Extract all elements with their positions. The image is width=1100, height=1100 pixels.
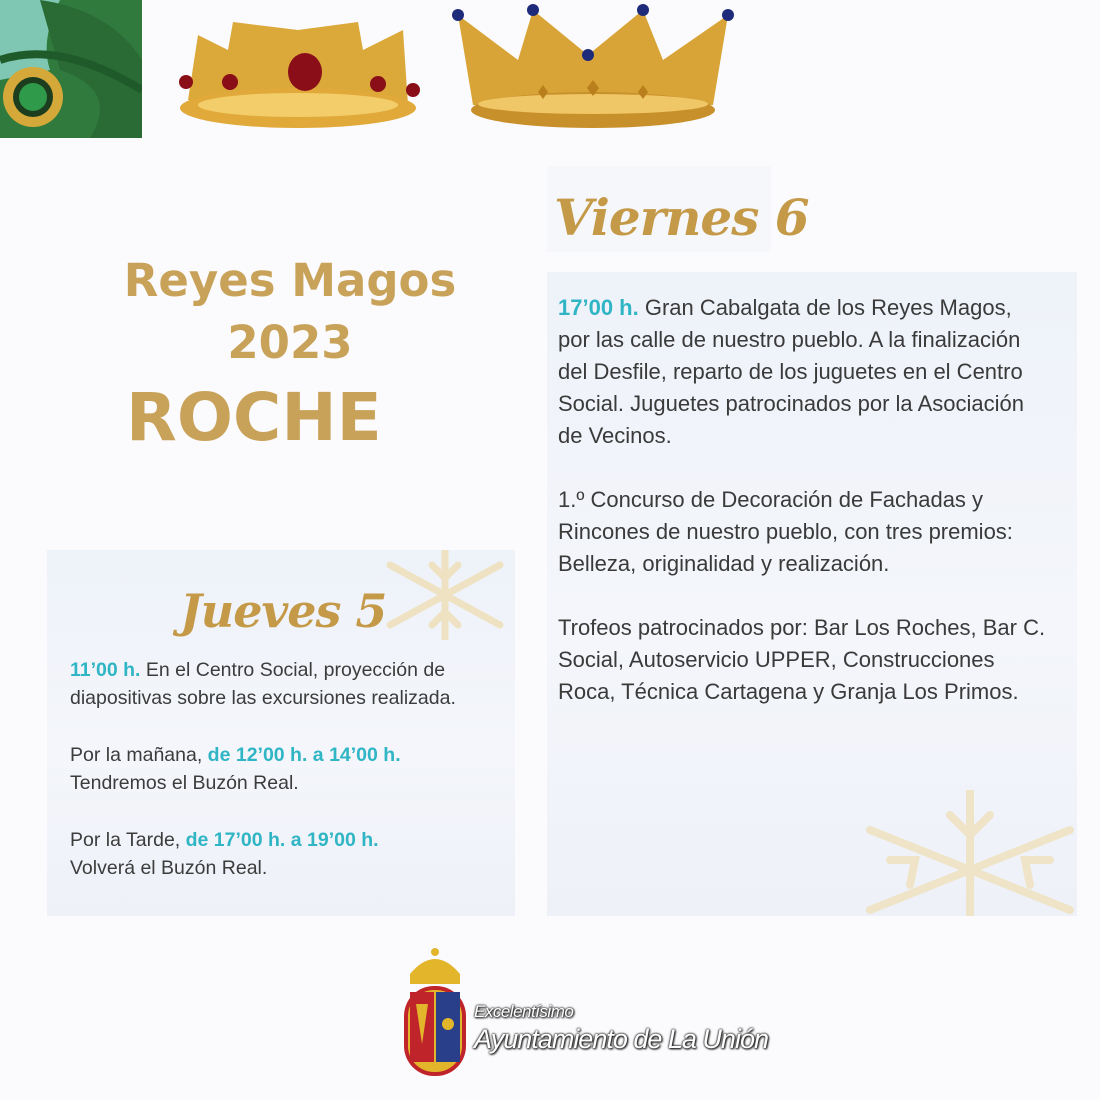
jueves-item [70, 741, 500, 797]
viernes-item: 1.º Concurso de Decoración de Fachadas y Rincones de nuestro pueblo, con tres premios: Belleza, originalidad y realización. [558, 487, 1013, 576]
crown-icon [168, 10, 428, 130]
time-highlight: de 12’00 h. a 14’00 h. [207, 744, 401, 766]
jueves-schedule [70, 656, 500, 911]
time-highlight: de 17’00 h. a 19’00 h. [185, 829, 379, 851]
viernes-heading: Viernes 6 [554, 188, 809, 247]
coat-of-arms-icon [400, 944, 470, 1084]
jueves-item [70, 656, 500, 712]
item-text: Gran Cabalgata de los Reyes Magos, por las calle de nuestro pueblo. A la finalización del Desfile, reparto de los juguetes en el Centro Social. Juguetes patrocinados por la Asociación de Vecinos. [558, 295, 1024, 448]
header-decorations [0, 0, 760, 140]
crown-icon [448, 0, 738, 132]
viernes-item: Trofeos patrocinados por: Bar Los Roches, Bar C. Social, Autoservicio UPPER, Construcciones Roca, Técnica Cartagena y Granja Los Primos. [558, 615, 1046, 704]
item-prefix: Por la mañana, [70, 744, 208, 766]
item-prefix: Por la Tarde, [70, 829, 186, 851]
time-highlight: 11’00 h. [70, 659, 141, 681]
jueves-item [70, 826, 500, 882]
time-highlight: 17’00 h. [558, 295, 639, 320]
item-text: Tendremos el Buzón Real. [70, 772, 299, 794]
title-line-3: ROCHE [126, 379, 382, 456]
event-title [60, 250, 520, 458]
viernes-schedule [558, 292, 1048, 740]
item-text: En el Centro Social, proyección de diapositivas sobre las excursiones realizada. [70, 659, 456, 709]
turban-icon [0, 0, 142, 138]
council-name-small: Excelentísimo [474, 1002, 574, 1021]
viernes-item [558, 292, 1048, 452]
council-name [474, 1002, 768, 1055]
snowflake-icon [850, 790, 1077, 916]
jueves-heading: Jueves 5 [180, 584, 387, 638]
title-line-2: 2023 [227, 316, 353, 369]
council-name-big: Ayuntamiento de La Unión [474, 1024, 768, 1054]
snowflake-icon [370, 550, 515, 640]
title-line-1: Reyes Magos [123, 254, 457, 307]
item-text: Volverá el Buzón Real. [70, 857, 268, 879]
